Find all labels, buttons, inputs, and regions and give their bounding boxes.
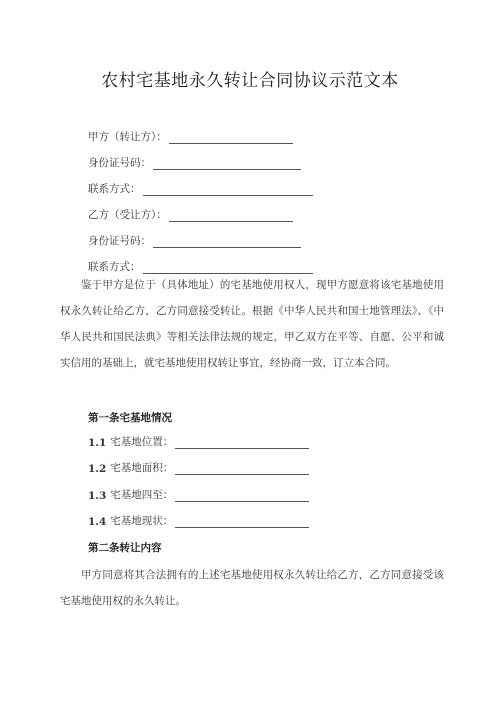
field-label: 联系方式：: [88, 261, 141, 273]
party-a-contact-field: [88, 170, 313, 196]
land-boundaries-field: [88, 487, 309, 502]
blank-line[interactable]: [153, 157, 301, 170]
field-label: 身份证号码：: [88, 157, 151, 169]
party-a-name-field: [88, 118, 313, 144]
blank-line[interactable]: [175, 436, 309, 449]
item-number: 1.1: [88, 437, 107, 449]
section-2-paragraph: 甲方同意将其合法拥有的上述宅基地使用权永久转让给乙方，乙方同意接受该宅基地使用权的永久转让。: [60, 569, 444, 607]
field-label: 甲方（转让方）：: [88, 131, 167, 143]
party-b-contact-field: [88, 248, 313, 274]
party-b-name-field: [88, 196, 313, 222]
section-1-heading: 第一条宅基地情况: [88, 412, 172, 424]
item-number: 1.2: [88, 463, 107, 475]
item-label: 宅基地位置：: [110, 436, 174, 448]
section-2-heading: 第二条转让内容: [88, 542, 162, 554]
party-fields: [88, 118, 313, 274]
land-location-field: [88, 434, 309, 449]
item-label: 宅基地面积：: [110, 462, 174, 474]
blank-line[interactable]: [143, 183, 313, 196]
blank-line[interactable]: [153, 235, 301, 248]
blank-line[interactable]: [169, 131, 293, 144]
blank-line[interactable]: [169, 209, 293, 222]
item-label: 宅基地四至：: [110, 489, 174, 501]
intro-paragraph: 鉴于甲方是位于（具体地址）的宅基地使用权人，现甲方愿意将该宅基地使用权永久转让给乙方，乙方同意接受转让。根据《中华人民共和国土地管理法》、《中华人民共和国民法典》等相关法律法规的规定，甲乙双方在平等、自愿、公平和诚实信用的基础上，就宅基地使用权转让事宜，经协商一致，订立本合同。: [60, 279, 444, 369]
field-label: 联系方式：: [88, 183, 141, 195]
party-b-id-field: [88, 222, 313, 248]
blank-line[interactable]: [175, 462, 309, 475]
blank-line[interactable]: [175, 515, 309, 528]
blank-line[interactable]: [175, 489, 309, 502]
field-label: 乙方（受让方）：: [88, 209, 167, 221]
land-area-field: [88, 460, 309, 475]
document-title: 农村宅基地永久转让合同协议示范文本: [101, 71, 399, 91]
land-status-field: [88, 513, 309, 528]
item-number: 1.4: [88, 516, 107, 528]
item-label: 宅基地现状：: [110, 515, 174, 527]
party-a-id-field: [88, 144, 313, 170]
item-number: 1.3: [88, 490, 107, 502]
field-label: 身份证号码：: [88, 235, 151, 247]
